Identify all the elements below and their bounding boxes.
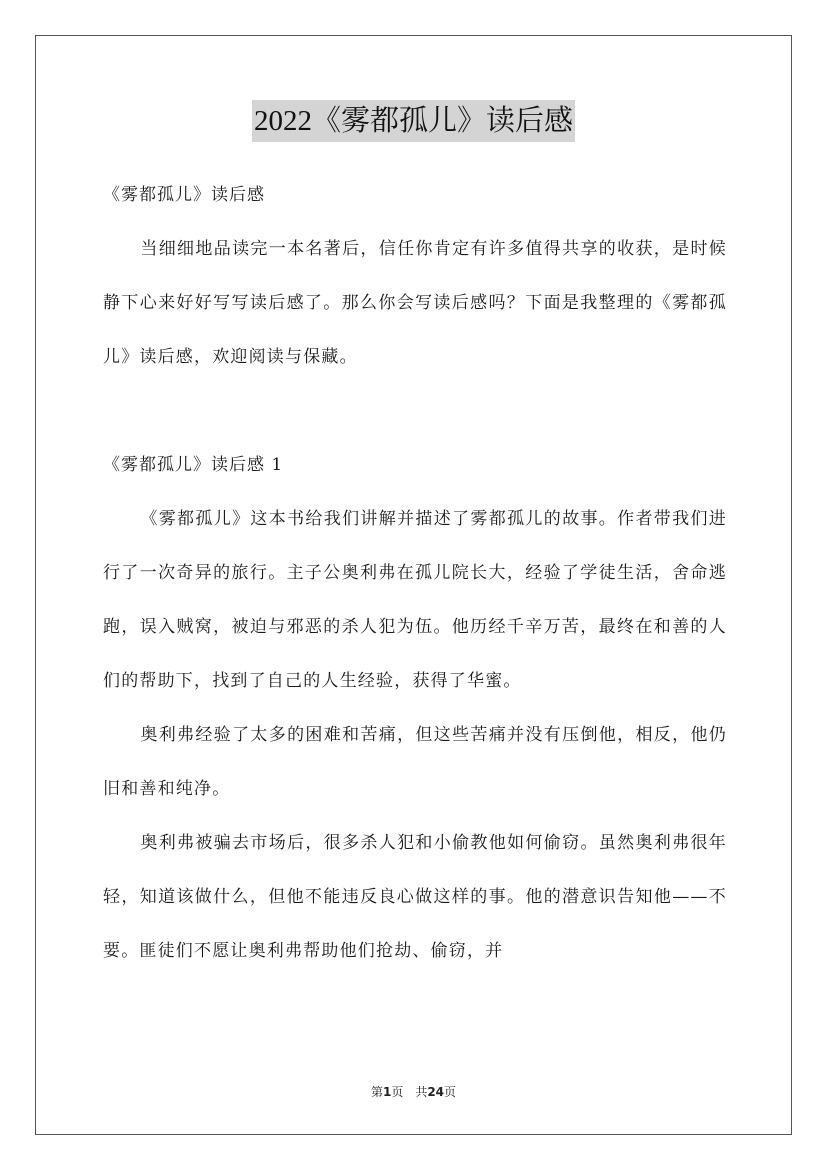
title-area (0, 100, 827, 142)
body-paragraph: 《雾都孤儿》这本书给我们讲解并描述了雾都孤儿的故事。作者带我们进行了一次奇异的旅行。主子公奥利弗在孤儿院长大，经验了学徒生活，舍命逃跑，误入贼窝，被迫与邪恶的杀人犯为伍。他历经千辛万苦，最终在和善的人们的帮助下，找到了自己的人生经验，获得了华蜜。 (103, 509, 727, 691)
body-paragraph: 奥利弗经验了太多的困难和苦痛，但这些苦痛并没有压倒他，相反，他仍旧和善和纯净。 (103, 725, 727, 799)
page-footer (0, 1083, 827, 1100)
document-title: 2022《雾都孤儿》读后感 (252, 100, 575, 142)
intro-paragraph: 当细细地品读完一本名著后，信任你肯定有许多值得共享的收获，是时候静下心来好好写写读后感了。那么你会写读后感吗？下面是我整理的《雾都孤儿》读后感，欢迎阅读与保藏。 (103, 239, 727, 367)
footer-prefix: 第 (370, 1085, 383, 1099)
current-page-number: 1 (382, 1085, 392, 1099)
section-heading: 《雾都孤儿》读后感 1 (103, 455, 284, 475)
intro-heading: 《雾都孤儿》读后感 (103, 185, 265, 205)
footer-suffix: 页 (444, 1085, 457, 1099)
paragraph-spacer (103, 384, 727, 438)
footer-middle: 页 共 (391, 1085, 428, 1099)
body-paragraph: 奥利弗被骗去市场后，很多杀人犯和小偷教他如何偷窃。虽然奥利弗很年轻，知道该做什么，但他不能违反良心做这样的事。他的潜意识告知他——不要。匪徒们不愿让奥利弗帮助他们抢劫、偷窃，并 (103, 833, 727, 961)
total-page-count: 24 (427, 1085, 445, 1099)
document-body (103, 168, 727, 978)
